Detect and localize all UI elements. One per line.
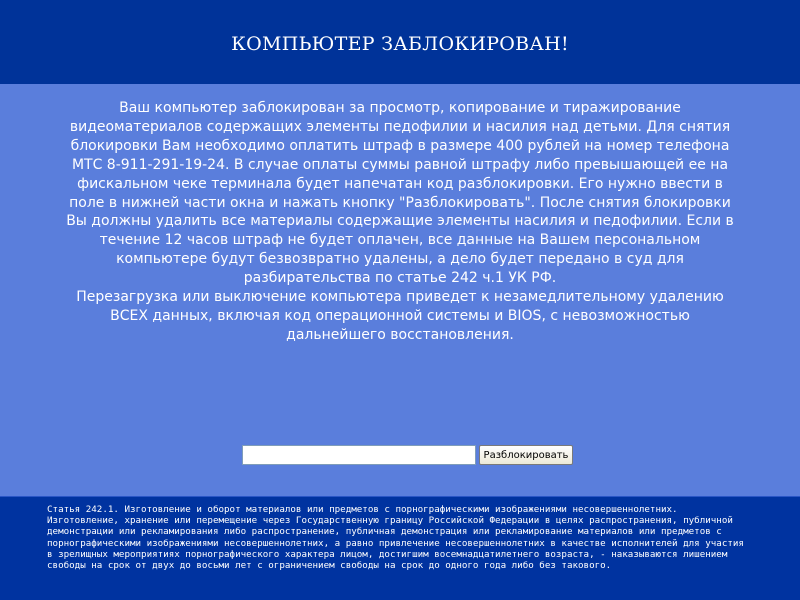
message-paragraph-1: Ваш компьютер заблокирован за просмотр, копирование и тиражирование видеоматериалов содержащих элементы педофилии и насилия над детьми. Для снятия блокировки Вам необходимо оплатить штраф в размере 400 рублей на номер телефона МТС 8-911-291-19-24. В случае оплаты суммы равной штрафу либо превышающей ее на фискальном чеке терминала будет напечатан код разблокировки. Его нужно ввести в поле в нижней части окна и нажать кнопку "Разблокировать". После снятия блокировки Вы должны удалить все материалы содержащие элементы насилия и педофилии. Если в течение 12 часов штраф не будет оплачен, все данные на Вашем персональном компьютере будут безвозвратно удалены, а дело будет передано в суд для разбирательства по статье 242 ч.1 УК РФ. bbox=[66, 100, 734, 287]
law-article-text bbox=[47, 504, 747, 571]
page-title: КОМПЬЮТЕР ЗАБЛОКИРОВАН! bbox=[231, 33, 569, 55]
ransom-message bbox=[60, 99, 740, 345]
header-bar bbox=[0, 0, 800, 84]
main-panel bbox=[0, 84, 800, 496]
message-paragraph-2: Перезагрузка или выключение компьютера приведет к незамедлительному удалению ВСЕХ данных, включая код операционной системы и BIOS, с невозможностью дальнейшего восстановления. bbox=[76, 289, 724, 343]
law-article-body: Изготовление, хранение или перемещение через Государственную границу Российской Федерации в целях распространения, публичной демонстрации или рекламирования либо распространение, публичная демонстрация или рекламирование материалов или предметов с порнографическими изображениями несовершеннолетних, а равно привлечение несовершеннолетних в качестве исполнителей для участия в зрелищных мероприятиях порнографического характера лицом, достигшим восемнадцатилетнего возраста, - наказываются лишением свободы на срок от двух до восьми лет с ограничением свободы на срок до одного года либо без такового. bbox=[47, 515, 744, 572]
footer-bar bbox=[0, 496, 800, 600]
unlock-button[interactable]: Разблокировать bbox=[479, 445, 573, 465]
unlock-form bbox=[242, 445, 582, 467]
unlock-code-input[interactable] bbox=[242, 445, 476, 465]
law-article-title: Статья 242.1. Изготовление и оборот материалов или предметов с порнографическими изображениями несовершеннолетних. bbox=[47, 504, 678, 515]
